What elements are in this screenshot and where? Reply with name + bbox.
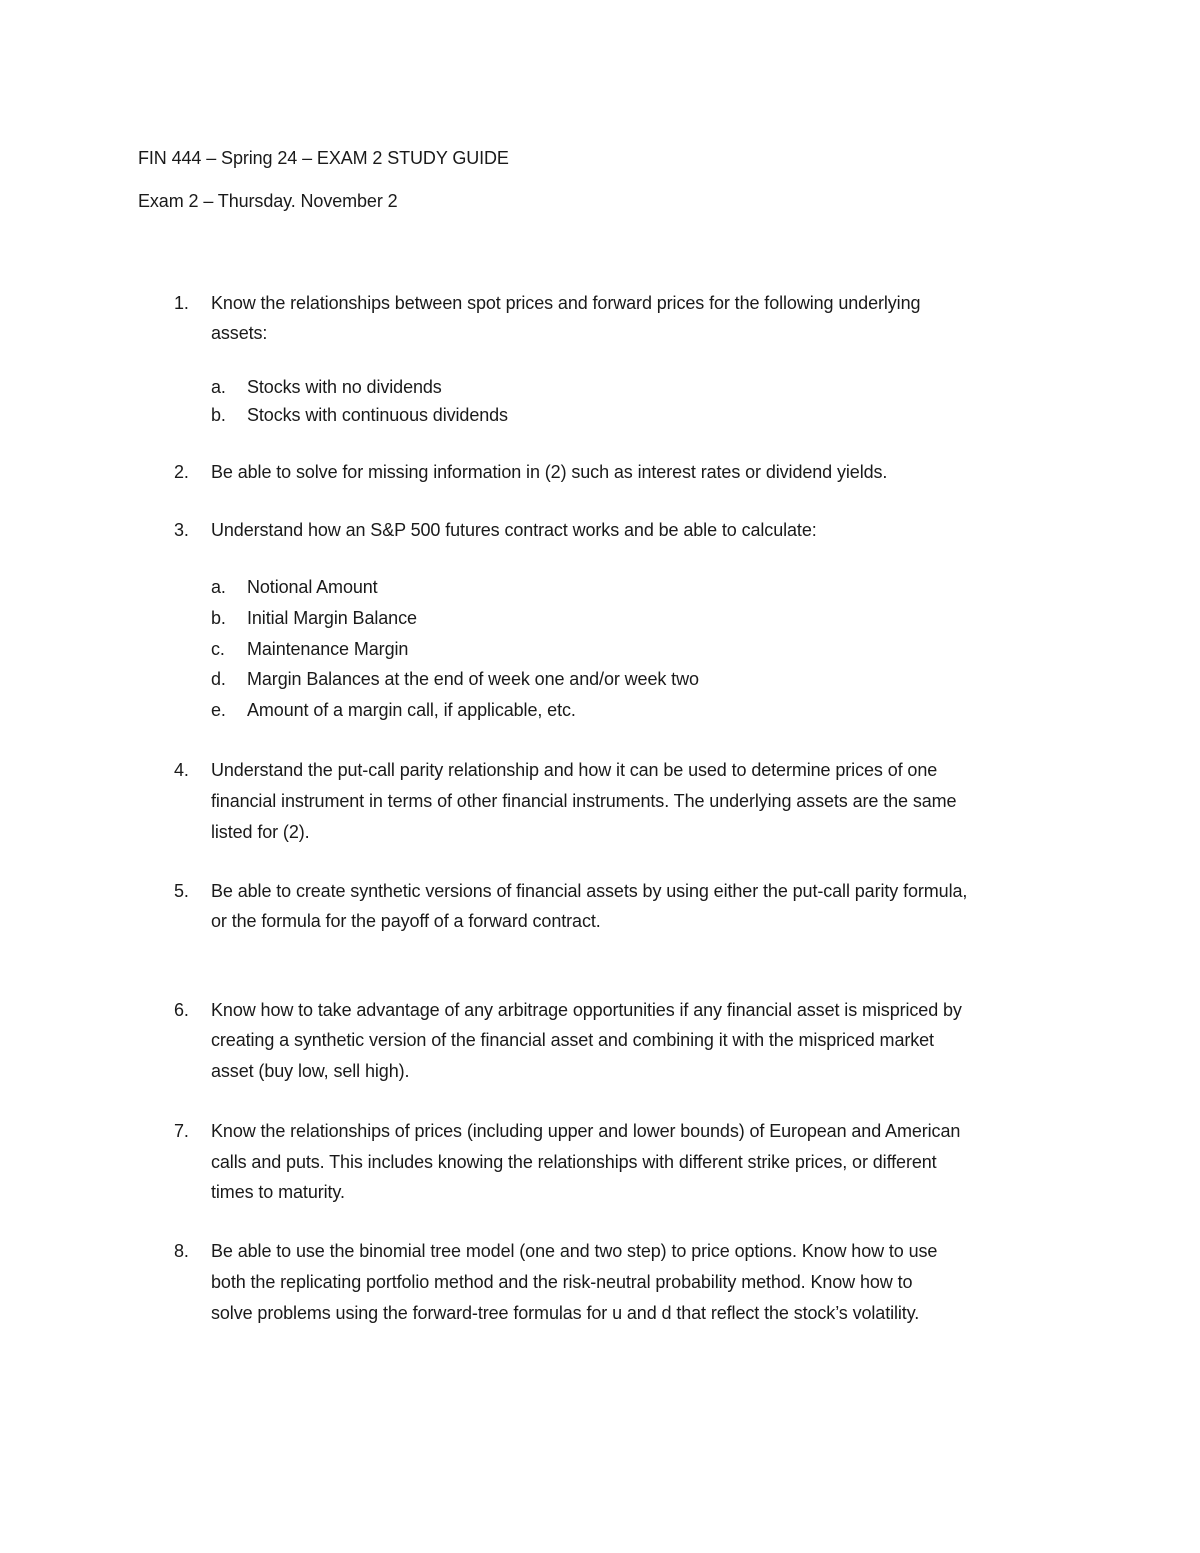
item-text-line: Understand how an S&P 500 futures contract works and be able to calculate: [211, 520, 817, 540]
subitem-letter: a. [211, 377, 226, 397]
item-number: 3. [174, 520, 189, 540]
item-number: 7. [174, 1121, 189, 1141]
item-text-line: Know the relationships of prices (including upper and lower bounds) of European and American [211, 1121, 961, 1141]
subitem-text: Stocks with continuous dividends [247, 405, 508, 425]
subitem-text: Margin Balances at the end of week one and/or week two [247, 669, 699, 689]
subitem-letter: b. [211, 608, 226, 628]
item-text-line: financial instrument in terms of other financial instruments. The underlying assets are the same [211, 791, 957, 811]
item-number: 2. [174, 462, 189, 482]
item-number: 6. [174, 1000, 189, 1020]
subitem-letter: d. [211, 669, 226, 689]
item-text-line: or the formula for the payoff of a forward contract. [211, 911, 601, 931]
exam-date: Exam 2 – Thursday. November 2 [138, 191, 398, 211]
item-text-line: Be able to create synthetic versions of financial assets by using either the put-call parity formula, [211, 881, 968, 901]
subitem-letter: a. [211, 577, 226, 597]
item-text-line: Know how to take advantage of any arbitrage opportunities if any financial asset is mispriced by [211, 1000, 962, 1020]
item-number: 8. [174, 1241, 189, 1261]
item-number: 5. [174, 881, 189, 901]
subitem-letter: e. [211, 700, 226, 720]
subitem-text: Maintenance Margin [247, 639, 409, 659]
subitem-text: Initial Margin Balance [247, 608, 417, 628]
item-number: 4. [174, 760, 189, 780]
item-text-line: calls and puts. This includes knowing the relationships with different strike prices, or different [211, 1152, 937, 1172]
item-text-line: asset (buy low, sell high). [211, 1061, 410, 1081]
subitem-text: Stocks with no dividends [247, 377, 442, 397]
item-text-line: Know the relationships between spot prices and forward prices for the following underlying [211, 293, 921, 313]
item-number: 1. [174, 293, 189, 313]
subitem-text: Notional Amount [247, 577, 378, 597]
subitem-text: Amount of a margin call, if applicable, etc. [247, 700, 576, 720]
item-text-line: creating a synthetic version of the financial asset and combining it with the mispriced market [211, 1030, 934, 1050]
item-text-line: Be able to use the binomial tree model (one and two step) to price options. Know how to use [211, 1241, 938, 1261]
document-title: FIN 444 – Spring 24 – EXAM 2 STUDY GUIDE [138, 148, 509, 168]
item-text-line: assets: [211, 323, 268, 343]
item-text-line: Understand the put-call parity relationship and how it can be used to determine prices of one [211, 760, 938, 780]
subitem-letter: c. [211, 639, 225, 659]
subitem-letter: b. [211, 405, 226, 425]
item-text-line: both the replicating portfolio method and the risk-neutral probability method. Know how to [211, 1272, 913, 1292]
item-text-line: solve problems using the forward-tree formulas for u and d that reflect the stock’s volatility. [211, 1303, 920, 1323]
item-text-line: Be able to solve for missing information in (2) such as interest rates or dividend yields. [211, 462, 888, 482]
item-text-line: times to maturity. [211, 1182, 345, 1202]
item-text-line: listed for (2). [211, 822, 310, 842]
